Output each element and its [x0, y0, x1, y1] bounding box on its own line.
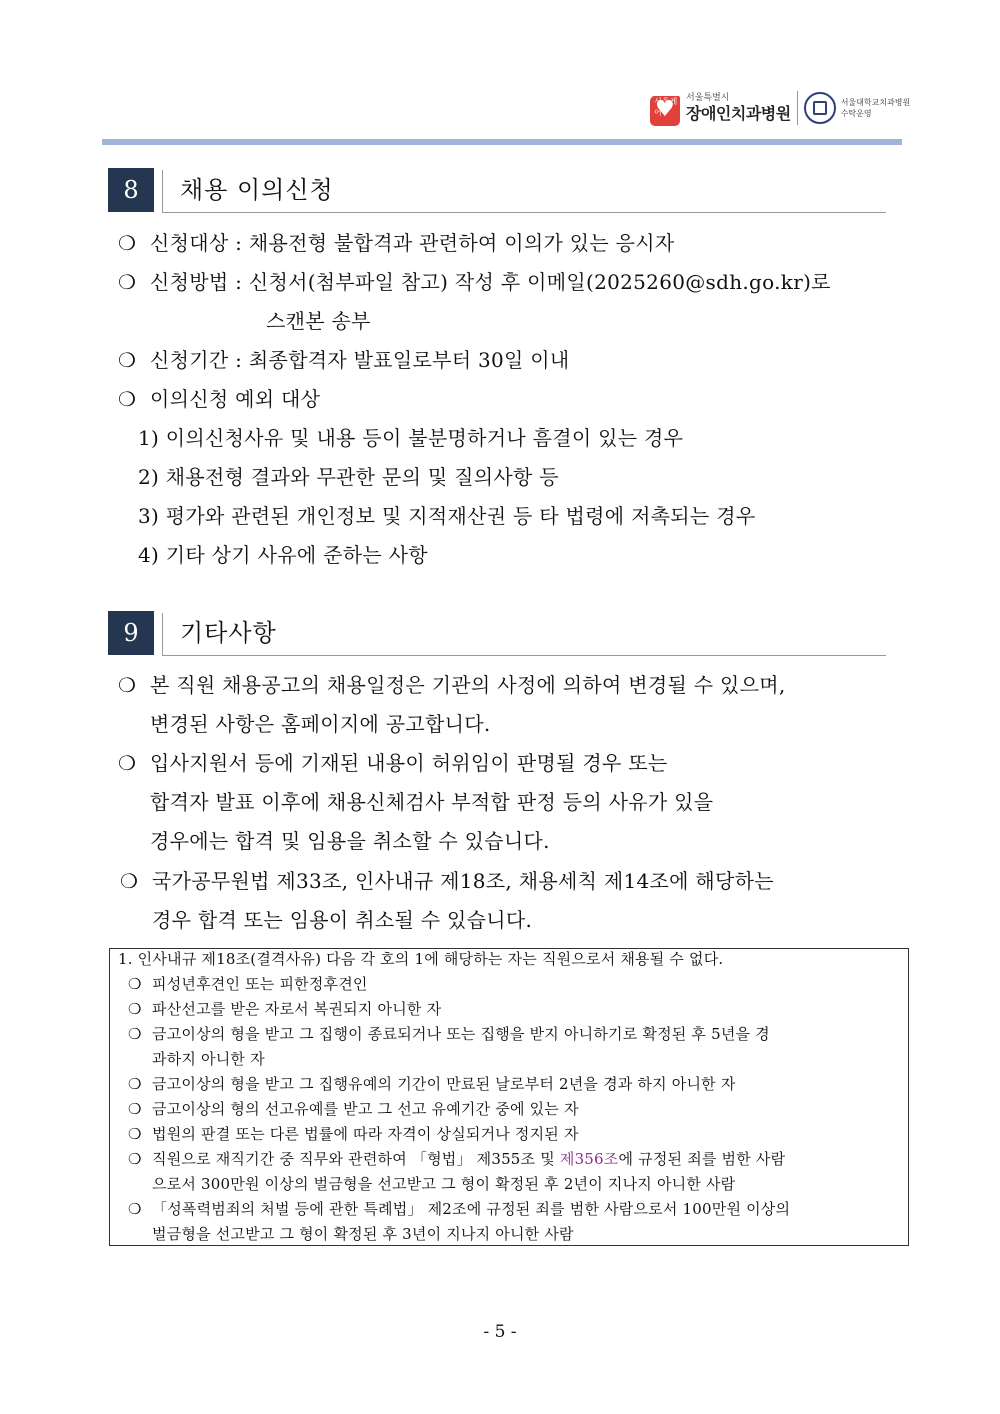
box-item-text: 「성폭력범죄의 처벌 등에 관한 특례법」 제2조에 규정된 죄를 범한 사람으로서 100만원 이상의: [152, 1200, 791, 1218]
bullet-circle-icon: ❍: [118, 231, 137, 255]
box-item: [128, 1148, 785, 1170]
item-text: 입사지원서 등에 기재된 내용이 허위임이 판명될 경우 또는: [150, 751, 668, 775]
bullet-circle-icon: ❍: [128, 1200, 142, 1218]
disqualification-box: [109, 948, 909, 1246]
hospital-logo: [650, 88, 910, 128]
section-number: 8: [108, 168, 154, 212]
list-item-continuation: 경우 합격 또는 임용이 취소될 수 있습니다.: [152, 908, 533, 932]
list-item: [118, 749, 667, 777]
box-item-text: 에 규정된 죄를 범한 사람: [618, 1150, 786, 1168]
section-divider: [162, 170, 163, 212]
box-item: [128, 973, 368, 995]
box-item-continuation: 과하지 아니한 자: [152, 1050, 265, 1068]
list-item: [118, 229, 675, 257]
box-item: [128, 1123, 579, 1145]
section-9-header: [108, 611, 886, 655]
box-item: [128, 1098, 579, 1120]
bullet-circle-icon: ❍: [128, 1125, 142, 1143]
list-item: [118, 385, 320, 413]
list-item-continuation: 스캔본 송부: [266, 309, 371, 333]
list-item: [118, 346, 570, 374]
list-item-continuation: 경우에는 합격 및 임용을 취소할 수 있습니다.: [150, 829, 550, 853]
exception-item: 4) 기타 상기 사유에 준하는 사항: [138, 543, 428, 567]
logo-hospital-name: 장애인치과병원: [686, 103, 791, 123]
university-name: 서울대학교치과병원: [840, 98, 911, 107]
box-item: [128, 1023, 770, 1045]
item-text: 본 직원 채용공고의 채용일정은 기관의 사정에 의하여 변경될 수 있으며,: [150, 673, 786, 697]
box-heading: 1. 인사내규 제18조(결격사유) 다음 각 호의 1에 해당하는 자는 직원으로서 채용될 수 없다.: [118, 950, 724, 968]
box-item-text: 금고이상의 형을 받고 그 집행유예의 기간이 만료된 날로부터 2년을 경과 하지 아니한 자: [152, 1075, 736, 1093]
list-item-continuation: 합격자 발표 이후에 채용신체검사 부적합 판정 등의 사유가 있을: [150, 790, 714, 814]
logo-text: [686, 93, 791, 124]
section-underline: [162, 655, 886, 656]
bullet-circle-icon: ❍: [128, 1150, 142, 1168]
exception-item: 3) 평가와 관련된 개인정보 및 지적재산권 등 타 법령에 저촉되는 경우: [138, 504, 756, 528]
logo-city: 서울특별시: [686, 92, 730, 103]
bullet-circle-icon: ❍: [118, 387, 137, 411]
section-number: 9: [108, 611, 154, 655]
box-item-text: 금고이상의 형을 받고 그 집행이 종료되거나 또는 집행을 받지 아니하기로 확정된 후 5년을 경: [152, 1025, 770, 1043]
section-divider: [162, 613, 163, 655]
list-item: [118, 671, 786, 699]
box-item-text: 법원의 판결 또는 다른 법률에 따라 자격이 상실되거나 정지된 자: [152, 1125, 579, 1143]
exception-item: 2) 채용전형 결과와 무관한 문의 및 질의사항 등: [138, 465, 559, 489]
bullet-circle-icon: ❍: [118, 751, 137, 775]
list-item-continuation: 변경된 사항은 홈페이지에 공고합니다.: [150, 712, 491, 736]
box-item: [128, 1073, 736, 1095]
box-item-text: 금고이상의 형의 선고유예를 받고 그 선고 유예기간 중에 있는 자: [152, 1100, 579, 1118]
bullet-circle-icon: ❍: [128, 975, 142, 993]
item-text: 신청대상 : 채용전형 불합격과 관련하여 이의가 있는 응시자: [150, 231, 675, 255]
bullet-circle-icon: ❍: [120, 869, 139, 893]
bullet-circle-icon: ❍: [128, 1025, 142, 1043]
box-item-continuation: 으로서 300만원 이상의 벌금형을 선고받고 그 형이 확정된 후 2년이 지나지 아니한 사람: [152, 1175, 736, 1193]
logo-tag: 서울케어: [652, 96, 680, 118]
bullet-circle-icon: ❍: [118, 270, 137, 294]
logo-divider: [797, 91, 798, 125]
bullet-circle-icon: ❍: [128, 1000, 142, 1018]
bullet-circle-icon: ❍: [128, 1075, 142, 1093]
box-item-text: 파산선고를 받은 자로서 복권되지 아니한 자: [152, 1000, 442, 1018]
item-text: 신청방법 : 신청서(첨부파일 참고) 작성 후 이메일(2025260@sdh.go.kr)로: [150, 270, 831, 294]
bullet-circle-icon: ❍: [128, 1100, 142, 1118]
section-title: 기타사항: [180, 619, 277, 647]
list-item: [120, 867, 774, 895]
box-item-text: 피성년후견인 또는 피한정후견인: [152, 975, 368, 993]
item-text: 신청기간 : 최종합격자 발표일로부터 30일 이내: [150, 348, 570, 372]
list-item: [118, 268, 831, 296]
section-8-header: [108, 168, 886, 212]
university-text: [841, 97, 911, 119]
university-seal-icon: [804, 92, 836, 124]
box-item-text: 직원으로 재직기간 중 직무와 관련하여 「형법」 제355조 및: [152, 1150, 560, 1168]
page-number: - 5 -: [483, 1322, 517, 1342]
item-text: 국가공무원법 제33조, 인사내규 제18조, 채용세칙 제14조에 해당하는: [152, 869, 774, 893]
section-underline: [162, 212, 886, 213]
header-rule: [102, 139, 902, 145]
exception-item: 1) 이의신청사유 및 내용 등이 불분명하거나 흠결이 있는 경우: [138, 426, 684, 450]
box-item: [128, 998, 441, 1020]
law-article-link[interactable]: 제356조: [559, 1150, 619, 1168]
section-title: 채용 이의신청: [180, 176, 334, 204]
university-role: 수탁운영: [840, 109, 872, 118]
item-text: 이의신청 예외 대상: [150, 387, 321, 411]
heart-icon: [650, 96, 680, 126]
box-item: [128, 1198, 790, 1220]
box-item-continuation: 벌금형을 선고받고 그 형이 확정된 후 3년이 지나지 아니한 사람: [152, 1225, 574, 1243]
bullet-circle-icon: ❍: [118, 348, 137, 372]
bullet-circle-icon: ❍: [118, 673, 137, 697]
